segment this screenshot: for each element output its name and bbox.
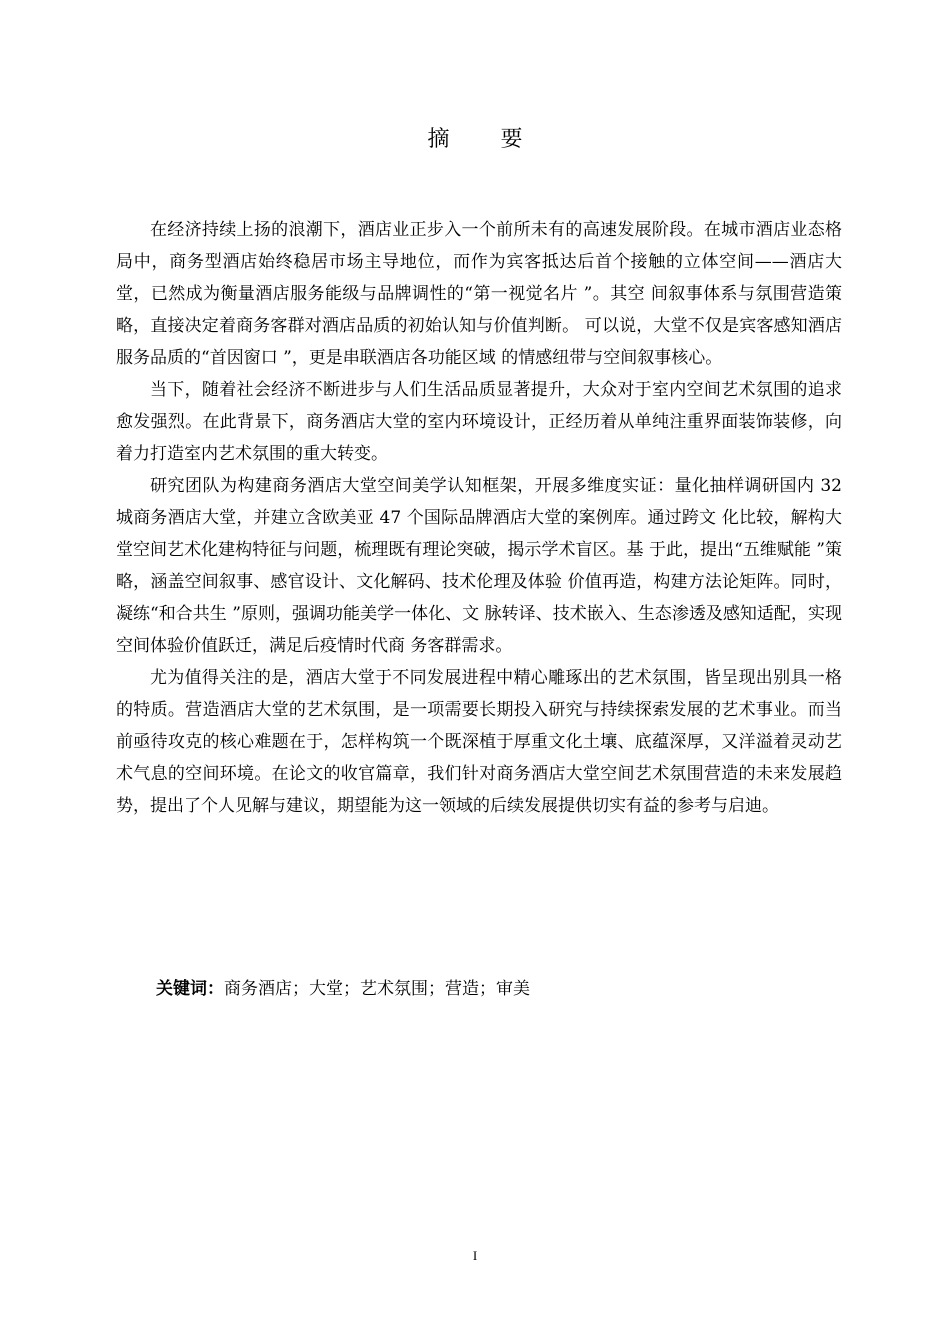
keywords-line bbox=[156, 973, 846, 1005]
abstract-paragraph: 在经济持续上扬的浪潮下，酒店业正步入一个前所未有的高速发展阶段。在城市酒店业态格局中，商务型酒店始终稳居市场主导地位，而作为宾客抵达后首个接触的立体空间——酒店大堂，已然成为衡量酒店服务能级与品牌调性的“第一视觉名片 ”。其空 间叙事体系与氛围营造策略，直接决定着商务客群对酒店品质的初始认知与价值判断。 可以说，大堂不仅是宾客感知酒店服务品质的“首因窗口 ”，更是串联酒店各功能区域 的情感纽带与空间叙事核心。 bbox=[116, 220, 842, 368]
keywords-label: 关键词： bbox=[156, 979, 224, 999]
page-title: 摘 要 bbox=[427, 127, 545, 152]
keywords-value: 商务酒店；大堂；艺术氛围；营造；审美 bbox=[224, 979, 530, 999]
abstract-paragraph: 当下，随着社会经济不断进步与人们生活品质显著提升，大众对于室内空间艺术氛围的追求愈发强烈。在此背景下，商务酒店大堂的室内环境设计，正经历着从单纯注重界面装饰装修，向着力打造室内艺术氛围的重大转变。 bbox=[116, 380, 842, 464]
abstract-paragraph: 研究团队为构建商务酒店大堂空间美学认知框架，开展多维度实证：量化抽样调研国内 32 城商务酒店大堂，并建立含欧美亚 47 个国际品牌酒店大堂的案例库。通过跨文 化比较，解构大堂空间艺术化建构特征与问题，梳理既有理论突破，揭示学术盲区。基 于此，提出“五维赋能 ”策略，涵盖空间叙事、感官设计、文化解码、技术伦理及体验 价值再造，构建方法论矩阵。同时，凝练“和合共生 ”原则，强调功能美学一体化、文 脉转译、技术嵌入、生态渗透及感知适配，实现空间体验价值跃迁，满足后疫情时代商 务客群需求。 bbox=[116, 476, 842, 656]
page-number: I bbox=[472, 1248, 478, 1263]
abstract-paragraph: 尤为值得关注的是，酒店大堂于不同发展进程中精心雕琢出的艺术氛围，皆呈现出别具一格的特质。营造酒店大堂的艺术氛围，是一项需要长期投入研究与持续探索发展的艺术事业。而当前亟待攻克的核心难题在于，怎样构筑一个既深植于厚重文化土壤、底蕴深厚，又洋溢着灵动艺术气息的空间环境。在论文的收官篇章，我们针对商务酒店大堂空间艺术氛围营造的未来发展趋势，提出了个人见解与建议，期望能为这一领域的后续发展提供切实有益的参考与启迪。 bbox=[116, 668, 842, 816]
abstract-body bbox=[116, 214, 842, 822]
